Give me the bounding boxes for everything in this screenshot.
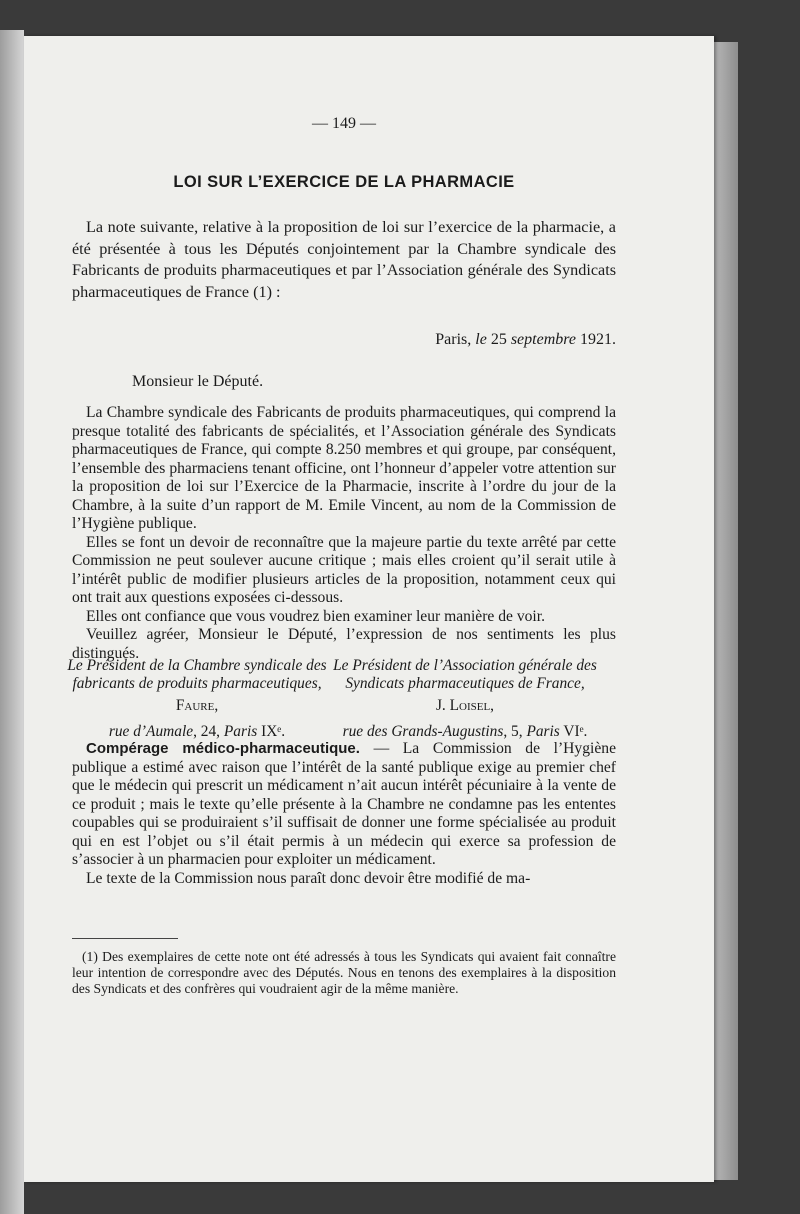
signature-left xyxy=(62,657,332,740)
dateline-day: 25 xyxy=(486,331,511,348)
signature-left-arr: IXᵉ. xyxy=(257,722,286,740)
letter-dateline xyxy=(435,330,616,350)
letter-paragraph: Veuillez agréer, Monsieur le Député, l’expression de nos sentiments les plus distingués. xyxy=(72,626,616,662)
section-paragraph xyxy=(72,740,616,870)
signature-left-name: Faure, xyxy=(175,697,219,714)
signature-right-address xyxy=(330,723,600,741)
section-text: — La Commission de l’Hygiène publique a estimé avec raison que l’intérêt de la santé publique exige au premier chef que le médecin qui prescrit un médicament n’ait aucun intérêt pécuniaire à la vente de ce produit ; mais le texte qu’elle présente à la Chambre ne condamne pas les ententes coupables qui se produiraient s’il suffisait de donner une forme spécialisée au produit qui en est l’objet ou s’il était permis à un médecin qui exerce sa profession de s’associer à un pharmacien pour exploiter un médicament. xyxy=(72,740,616,868)
facing-page-edge xyxy=(0,30,24,1214)
dateline-year: 1921. xyxy=(576,331,616,348)
letter-body xyxy=(72,404,616,663)
footnote-rule xyxy=(72,938,178,939)
signature-left-address xyxy=(62,723,332,741)
signature-right-number: , 5, xyxy=(503,722,527,740)
document-page xyxy=(24,36,714,1182)
section-comperage xyxy=(72,740,616,888)
page-number: — 149 — xyxy=(312,115,376,132)
dateline-place: Paris, xyxy=(435,331,476,348)
dateline-le: le xyxy=(475,331,487,348)
footnote-text: (1) Des exemplaires de cette note ont été adressés à tous les Syndicats qui avaient fait connaître leur intention de correspondre avec des Députés. Nous en tenons des exemplaires à la disposition des Syndicats et des confrères qui voudraient agir de la même manière. xyxy=(72,949,616,996)
dateline-month: septembre xyxy=(510,331,576,348)
signature-left-number: , 24, xyxy=(193,722,224,740)
letter-salutation: Monsieur le Député. xyxy=(132,373,264,390)
signature-left-city: Paris xyxy=(223,722,258,740)
signature-right-title: Le Président de l’Association générale des Syndicats pharmaceutiques de France, xyxy=(333,657,597,692)
letter-paragraph: Elles ont confiance que vous voudrez bien examiner leur manière de voir. xyxy=(86,607,545,625)
section-title: Compérage médico-pharmaceutique. xyxy=(86,740,360,757)
signature-right-name: J. Loisel, xyxy=(435,697,495,714)
signature-left-street: rue d’Aumale xyxy=(108,722,194,740)
signature-right-arr: VIᵉ. xyxy=(559,722,588,740)
section-continuation: Le texte de la Commission nous paraît donc devoir être modifié de ma- xyxy=(86,869,531,887)
letter-paragraph: Elles se font un devoir de reconnaître que la majeure partie du texte arrêté par cette Commission ne peut soulever aucune critique ; mais elles croient qu’il serait utile à l’intérêt public de modifier plusieurs articles de la proposition, notamment ceux qui ont trait aux questions exposées ci-dessous. xyxy=(72,533,616,606)
signature-right xyxy=(330,657,600,740)
signature-right-city: Paris xyxy=(526,722,560,740)
letter-paragraph: La Chambre syndicale des Fabricants de produits pharmaceutiques, qui comprend la presque totalité des fabricants de spécialités, et l’Association générale des Syndicats pharmaceutiques de France, qui compte 8.250 membres et qui groupe, par conséquent, l’ensemble des pharmaciens tenant officine, ont l’honneur d’appeler votre attention sur la proposition de loi sur l’Exercice de la Pharmacie, inscrite à l’ordre du jour de la Chambre, à la suite d’un rapport de M. Emile Vincent, au nom de la Commission de l’Hygiène publique. xyxy=(72,404,616,532)
signature-left-title: Le Président de la Chambre syndicale des fabricants de produits pharmaceutiques, xyxy=(67,657,327,692)
footnote xyxy=(72,949,616,997)
article-heading: LOI SUR L’EXERCICE DE LA PHARMACIE xyxy=(173,173,515,191)
intro-paragraph: La note suivante, relative à la proposition de loi sur l’exercice de la pharmacie, a été présentée à tous les Députés conjointement par la Chambre syndicale des Fabricants de produits pharmaceutiques et par l’Association générale des Syndicats pharmaceutiques de France (1) : xyxy=(72,218,616,301)
signature-right-street: rue des Grands-Augustins xyxy=(342,722,504,740)
